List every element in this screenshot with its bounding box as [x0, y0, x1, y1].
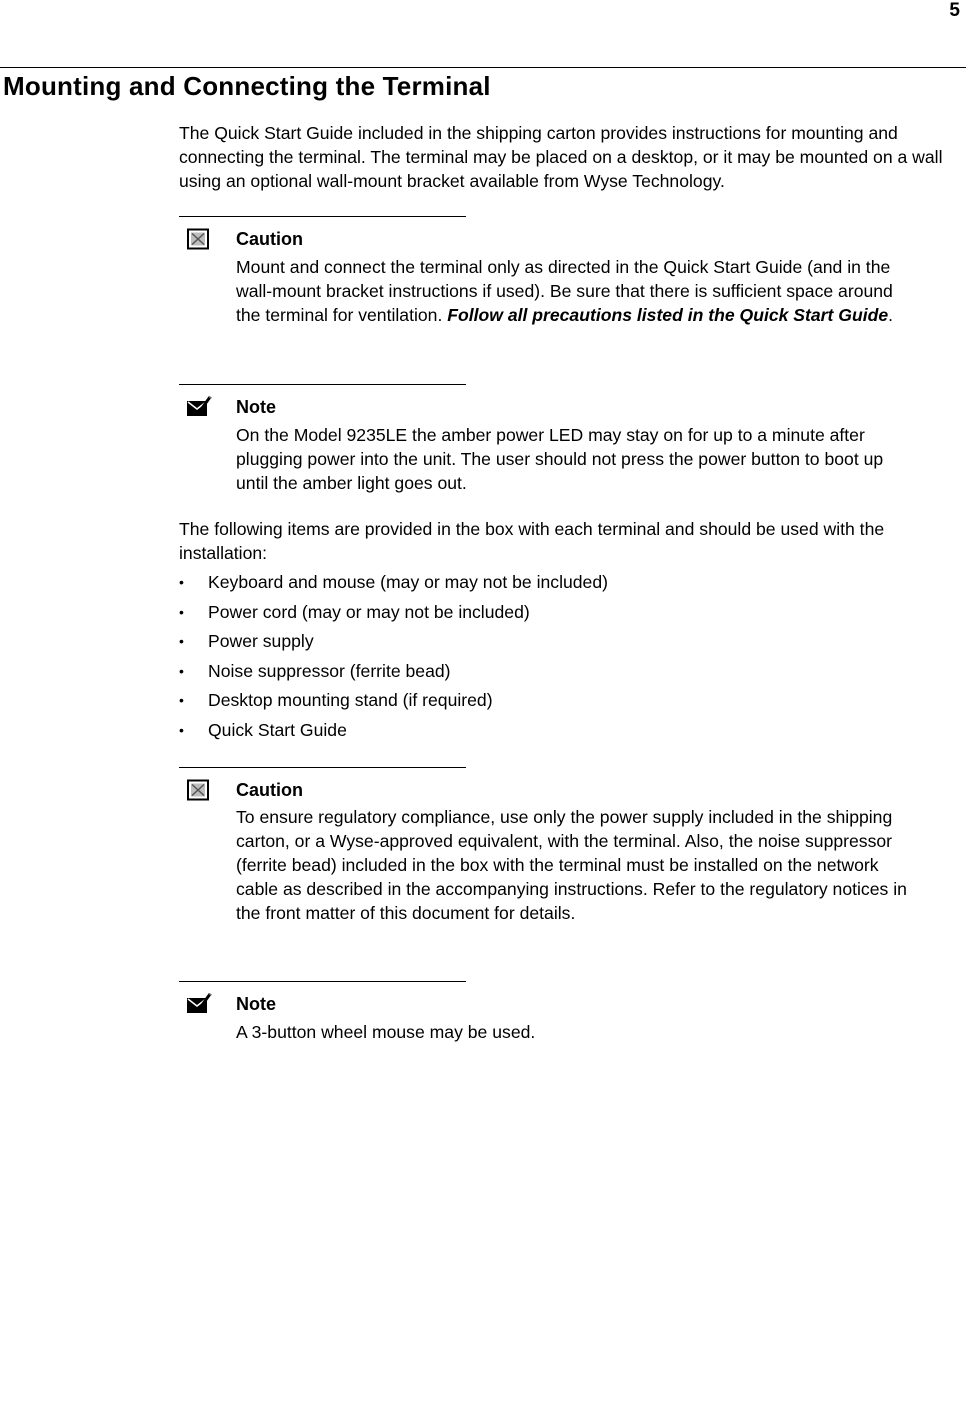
caution-body: Mount and connect the terminal only as directed in the Quick Start Guide (and in the wall-mount bracket instructions if used). Be sure that there is sufficient space around the terminal for ventilation. Follow all precautions listed in the Quick Start Guide. — [236, 257, 894, 325]
list-item: • Desktop mounting stand (if required) — [179, 687, 608, 717]
caution-body: To ensure regulatory compliance, use only the power supply included in the shipping carton, or a Wyse-approved equivalent, with the terminal. Also, the noise suppressor (ferrite bead) included in the box with the terminal must be installed on the network cable as described in the accompanying instructions. Refer to the regulatory notices in the front matter of this document for details. — [236, 807, 907, 923]
caution-rule — [179, 216, 466, 217]
caution-emphasis: Follow all precautions listed in the Quick Start Guide — [447, 305, 889, 325]
header-rule — [0, 67, 966, 68]
note-icon — [186, 396, 212, 418]
list-item: • Keyboard and mouse (may or may not be included) — [179, 569, 608, 599]
note-heading: Note — [236, 994, 276, 1014]
caution-icon — [186, 779, 212, 801]
caution-heading: Caution — [236, 780, 303, 800]
items-intro: The following items are provided in the box with each terminal and should be used with the installation: — [179, 519, 885, 563]
note-body: A 3-button wheel mouse may be used. — [236, 1022, 536, 1042]
page-number: 5 — [949, 0, 960, 21]
note-body: On the Model 9235LE the amber power LED may stay on for up to a minute after plugging power into the unit. The user should not press the power button to boot up until the amber light goes out. — [236, 425, 884, 493]
section-title: Mounting and Connecting the Terminal — [3, 71, 491, 101]
list-item: • Power supply — [179, 628, 608, 658]
items-list — [179, 569, 608, 747]
caution-heading: Caution — [236, 229, 303, 249]
note-icon — [186, 993, 212, 1015]
caution-icon — [186, 228, 212, 250]
list-item: • Power cord (may or may not be included) — [179, 599, 608, 629]
note-rule — [179, 384, 466, 385]
list-item: • Noise suppressor (ferrite bead) — [179, 658, 608, 688]
list-item: • Quick Start Guide — [179, 717, 608, 747]
note-rule — [179, 981, 466, 982]
intro-paragraph: The Quick Start Guide included in the shipping carton provides instructions for mounting and connecting the terminal. The terminal may be placed on a desktop, or it may be mounted on a wall using an optional wall-mount bracket available from Wyse Technology. — [179, 123, 943, 191]
note-heading: Note — [236, 397, 276, 417]
caution-rule — [179, 767, 466, 768]
